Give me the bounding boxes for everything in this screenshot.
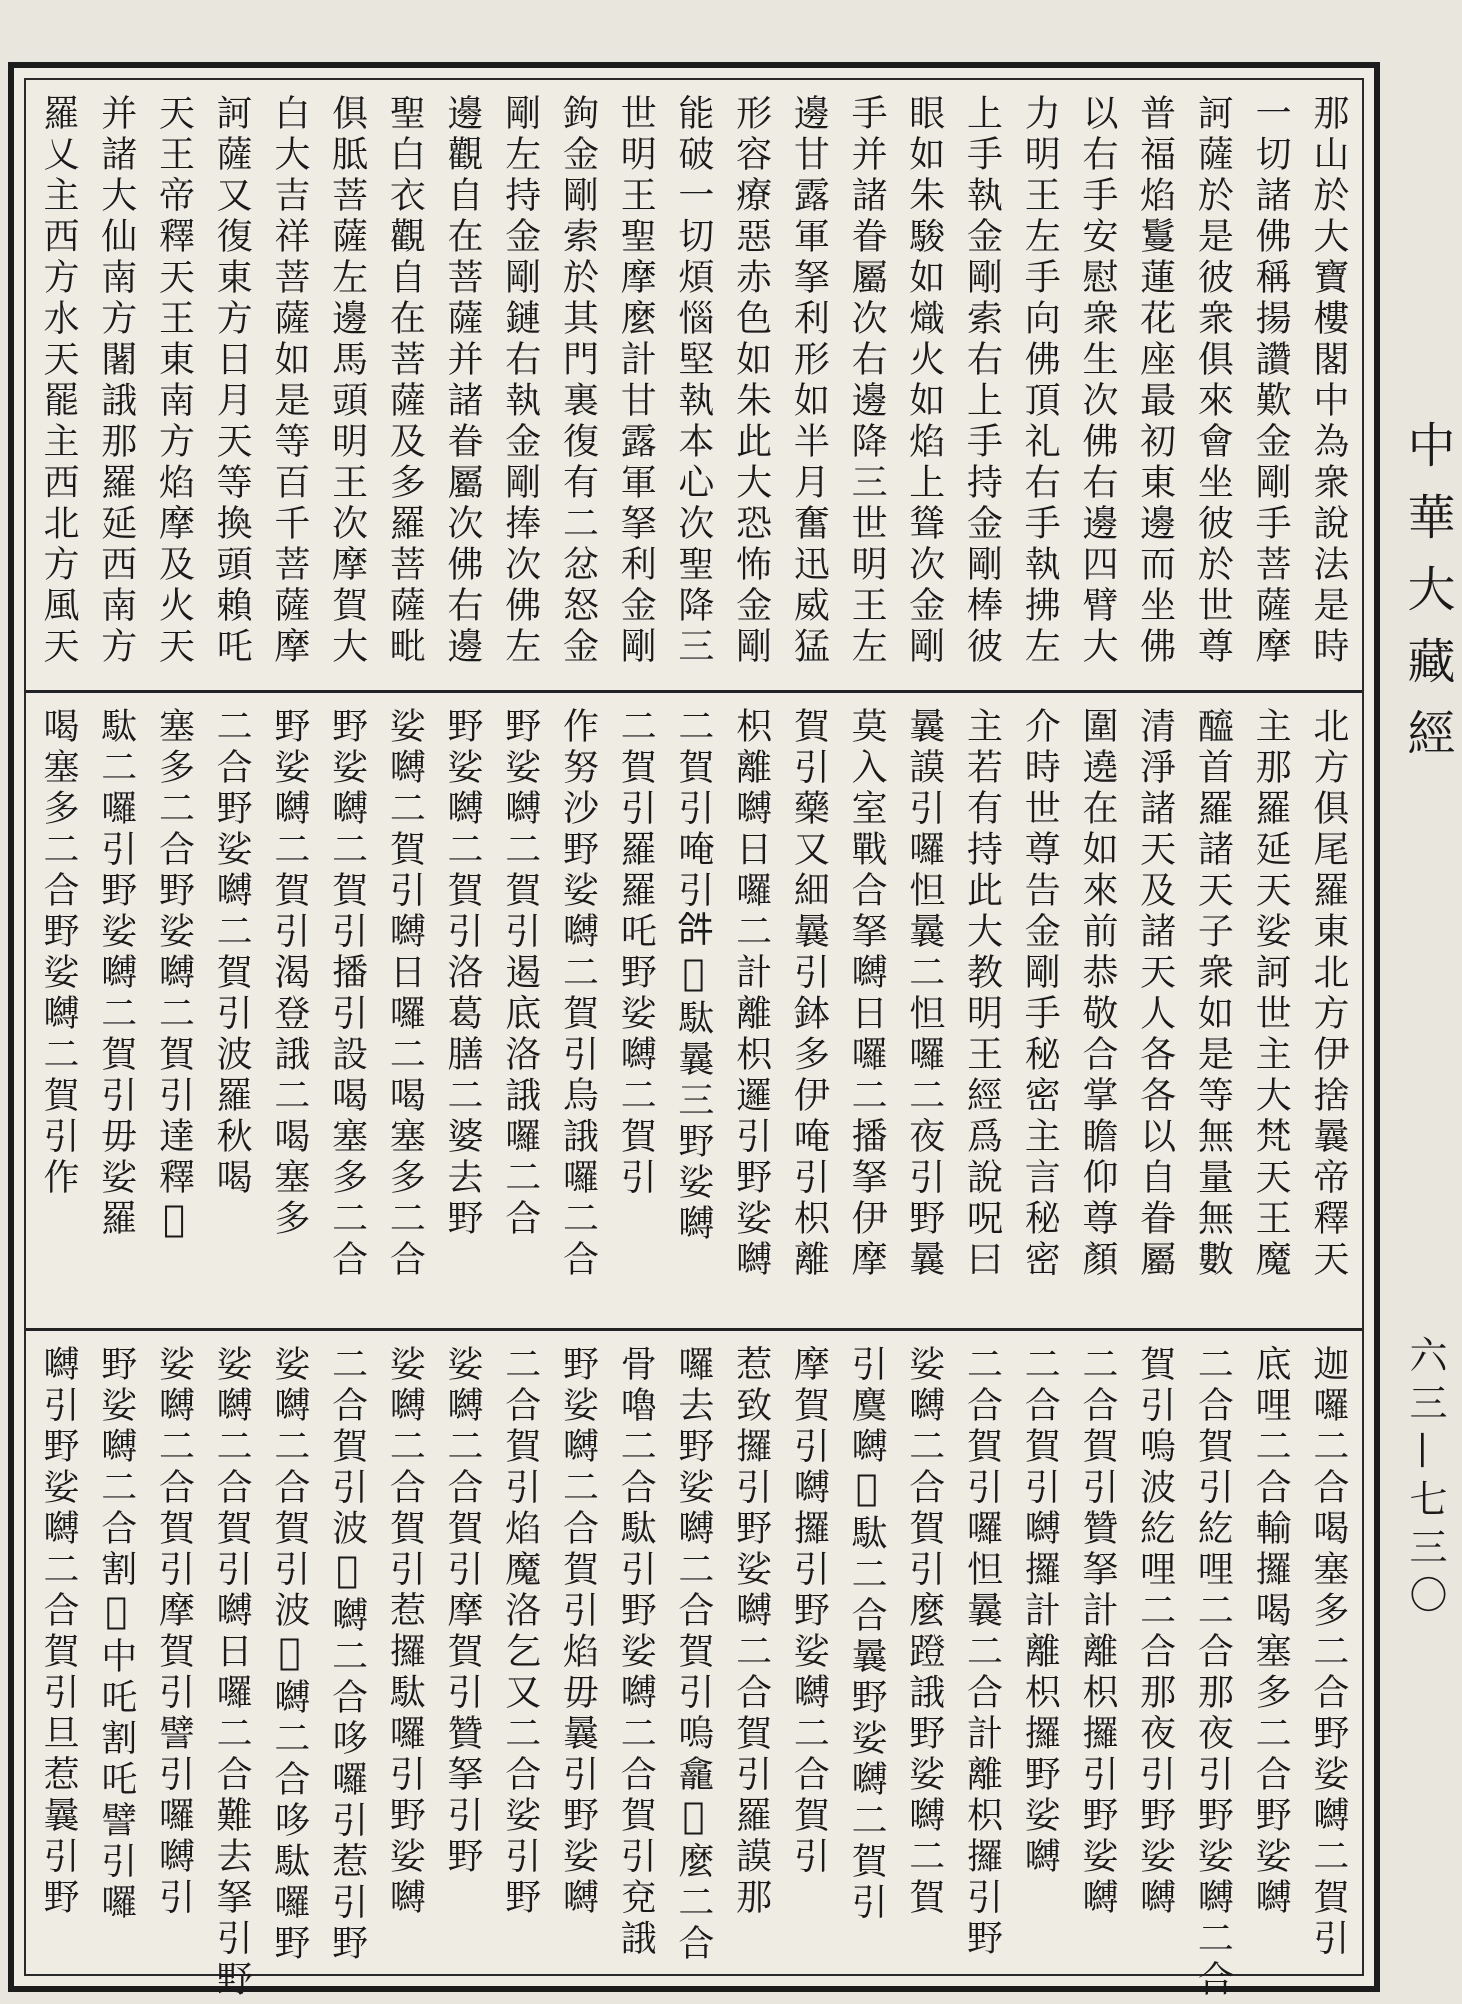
text-column: 囉去野娑嚩二合賀引嗚龕𣵔麼二合: [672, 1345, 714, 1965]
text-column: 邊甘露軍拏利形如半月奮迅威猛: [788, 94, 830, 668]
text-column: 手并諸眷屬次右邊降三世明王左: [846, 94, 888, 668]
text-column: 娑嚩二合賀引摩賀引贊拏引野: [442, 1345, 484, 1878]
inner-frame: [24, 78, 1364, 2001]
text-column: 訶薩又復東方日月天等換頭賴吒: [211, 94, 253, 668]
text-column: 迦囉二合喝塞多二合野娑嚩二賀引: [1307, 1345, 1349, 1960]
text-column: 二賀引唵引𤙖𠺁駄曩三野娑嚩: [672, 707, 714, 1245]
collection-title: 中華大藏經: [1399, 420, 1455, 780]
text-column: 形容療惡赤色如朱此大恐怖金剛: [730, 94, 772, 668]
text-column: 塞多二合野娑嚩二賀引達釋𠺁: [153, 707, 195, 1245]
text-column: 賀引嗚波紇哩二合那夜引野娑嚩: [1134, 1345, 1176, 1919]
text-column: 賀引藥又細曩引鉢多伊唵引枳離: [788, 707, 830, 1281]
text-column: 娑嚩二合賀引波𠺁嚩二合哆駄囉野: [268, 1345, 310, 1965]
text-column: 那山於大寶樓閣中為衆說法是時: [1307, 94, 1349, 668]
text-column: 野娑嚩二賀引洛葛膳二婆去野: [442, 707, 484, 1240]
text-column: 二合賀引焰魔洛乞又二合娑引野: [499, 1345, 541, 1919]
text-column: 以右手安慰衆生次佛右邊四臂大: [1076, 94, 1118, 668]
text-column: 二賀引羅羅吒野娑嚩二賀引: [615, 707, 657, 1199]
text-column: 二合野娑嚩二賀引波羅秋喝: [211, 707, 253, 1199]
text-column: 骨嚕二合駄引野娑嚩二合賀引兗誐: [615, 1345, 657, 1960]
text-column: 二合賀引嚩攞計離枳攞野娑嚩: [1019, 1345, 1061, 1878]
text-column: 二合賀引囉怛曩二合計離枳攞引野: [961, 1345, 1003, 1960]
text-column: 嚩引野娑嚩二合賀引旦惹曩引野: [38, 1345, 79, 1919]
text-column: 清淨諸天及諸天人各各以自眷屬: [1134, 707, 1176, 1281]
panel-2: [26, 690, 1362, 1328]
text-column: 主那羅延天娑訶世主大梵天王魔: [1250, 707, 1292, 1281]
text-column: 野娑嚩二賀引渴登誐二喝塞多: [268, 707, 310, 1240]
text-column: 眼如朱駿如熾火如焰上聳次金剛: [903, 94, 945, 668]
text-column: 娑嚩二合賀引麼蹬誐野娑嚩二賀: [903, 1345, 945, 1919]
text-column: 主若有持此大教明王經爲說呪曰: [961, 707, 1003, 1281]
text-column: 野娑嚩二賀引遏底洛誐囉二合: [499, 707, 541, 1240]
text-column: 世明王聖摩麼計甘露軍拏利金剛: [615, 94, 657, 668]
text-column: 底哩二合輸攞喝塞多二合野娑嚩: [1250, 1345, 1292, 1919]
panel-2-columns: [38, 707, 1349, 1316]
panel-1-columns: [38, 94, 1349, 678]
text-column: 莫入室戰合拏嚩日囉二播拏伊摩: [846, 707, 888, 1281]
text-column: 娑嚩二合賀引嚩日囉二合難去拏引野: [211, 1345, 253, 2001]
text-column: 野娑嚩二賀引播引設喝塞多二合: [326, 707, 368, 1281]
text-column: 摩賀引嚩攞引野娑嚩二合賀引: [788, 1345, 830, 1878]
text-column: 聖白衣觀自在菩薩及多羅菩薩毗: [384, 94, 426, 668]
text-column: 力明王左手向佛頂礼右手執拂左: [1019, 94, 1061, 668]
text-column: 并諸大仙南方闍誐那羅延西南方: [95, 94, 137, 668]
panel-3-columns: [38, 1345, 1349, 2001]
text-column: 鉤金剛索於其門裏復有二忿怒金: [557, 94, 599, 668]
text-column: 醯首羅諸天子衆如是等無量無數: [1192, 707, 1234, 1281]
panel-3: [26, 1328, 1362, 2001]
text-column: 娑嚩二賀引嚩日囉二喝塞多二合: [384, 707, 426, 1281]
text-column: 天王帝釋天王東南方焰摩及火天: [153, 94, 195, 668]
text-column: 惹致攞引野娑嚩二合賀引羅謨那: [730, 1345, 772, 1919]
text-column: 娑嚩二合賀引摩賀引譬引囉嚩引: [153, 1345, 195, 1919]
text-column: 引麌嚩𠺁駄二合曩野娑嚩二賀引: [846, 1345, 888, 1924]
text-column: 圍遶在如來前恭敬合掌瞻仰尊顏: [1076, 707, 1118, 1281]
text-column: 介時世尊告金剛手秘密主言秘密: [1019, 707, 1061, 1281]
page-frame: [8, 62, 1380, 2001]
text-column: 駄二囉引野娑嚩二賀引毋娑羅: [95, 707, 137, 1240]
text-column: 二合賀引贊拏計離枳攞引野娑嚩: [1076, 1345, 1118, 1919]
text-column: 二合賀引波𠺁嚩二合哆囉引惹引野: [326, 1345, 368, 1965]
text-column: 北方俱尾羅東北方伊捨曩帝釋天: [1307, 707, 1349, 1281]
text-column: 訶薩於是彼衆俱來會坐彼於世尊: [1192, 94, 1234, 668]
text-column: 野娑嚩二合賀引焰毋曩引野娑嚩: [557, 1345, 599, 1919]
page-number: 六三—七三〇: [1403, 1335, 1447, 1623]
text-column: 野娑嚩二合割𠺁中吒割吒譬引囉: [95, 1345, 137, 1924]
text-column: 作努沙野娑嚩二賀引烏誐囉二合: [557, 707, 599, 1281]
text-column: 喝塞多二合野娑嚩二賀引作: [38, 707, 79, 1199]
text-column: 娑嚩二合賀引惹攞駄囉引野娑嚩: [384, 1345, 426, 1919]
text-column: 能破一切煩惱堅執本心次聖降三: [672, 94, 714, 668]
text-column: 枳離嚩日囉二計離枳邏引野娑嚩: [730, 707, 772, 1281]
text-column: 一切諸佛稱揚讚歎金剛手菩薩摩: [1250, 94, 1292, 668]
panel-1: [26, 80, 1362, 690]
text-column: 曩謨引囉怛曩二怛囉二夜引野曩: [903, 707, 945, 1281]
text-column: 普福焰鬘蓮花座最初東邊而坐佛: [1134, 94, 1176, 668]
text-column: 上手執金剛索右上手持金剛棒彼: [961, 94, 1003, 668]
text-column: 羅乂主西方水天罷主西北方風天: [38, 94, 79, 668]
text-column: 二合賀引紇哩二合那夜引野娑嚩二合: [1192, 1345, 1234, 2001]
text-column: 邊觀自在菩薩并諸眷屬次佛右邊: [442, 94, 484, 668]
text-column: 俱胝菩薩左邊馬頭明王次摩賀大: [326, 94, 368, 668]
text-column: 剛左持金剛鏈右執金剛捧次佛左: [499, 94, 541, 668]
text-column: 白大吉祥菩薩如是等百千菩薩摩: [268, 94, 310, 668]
